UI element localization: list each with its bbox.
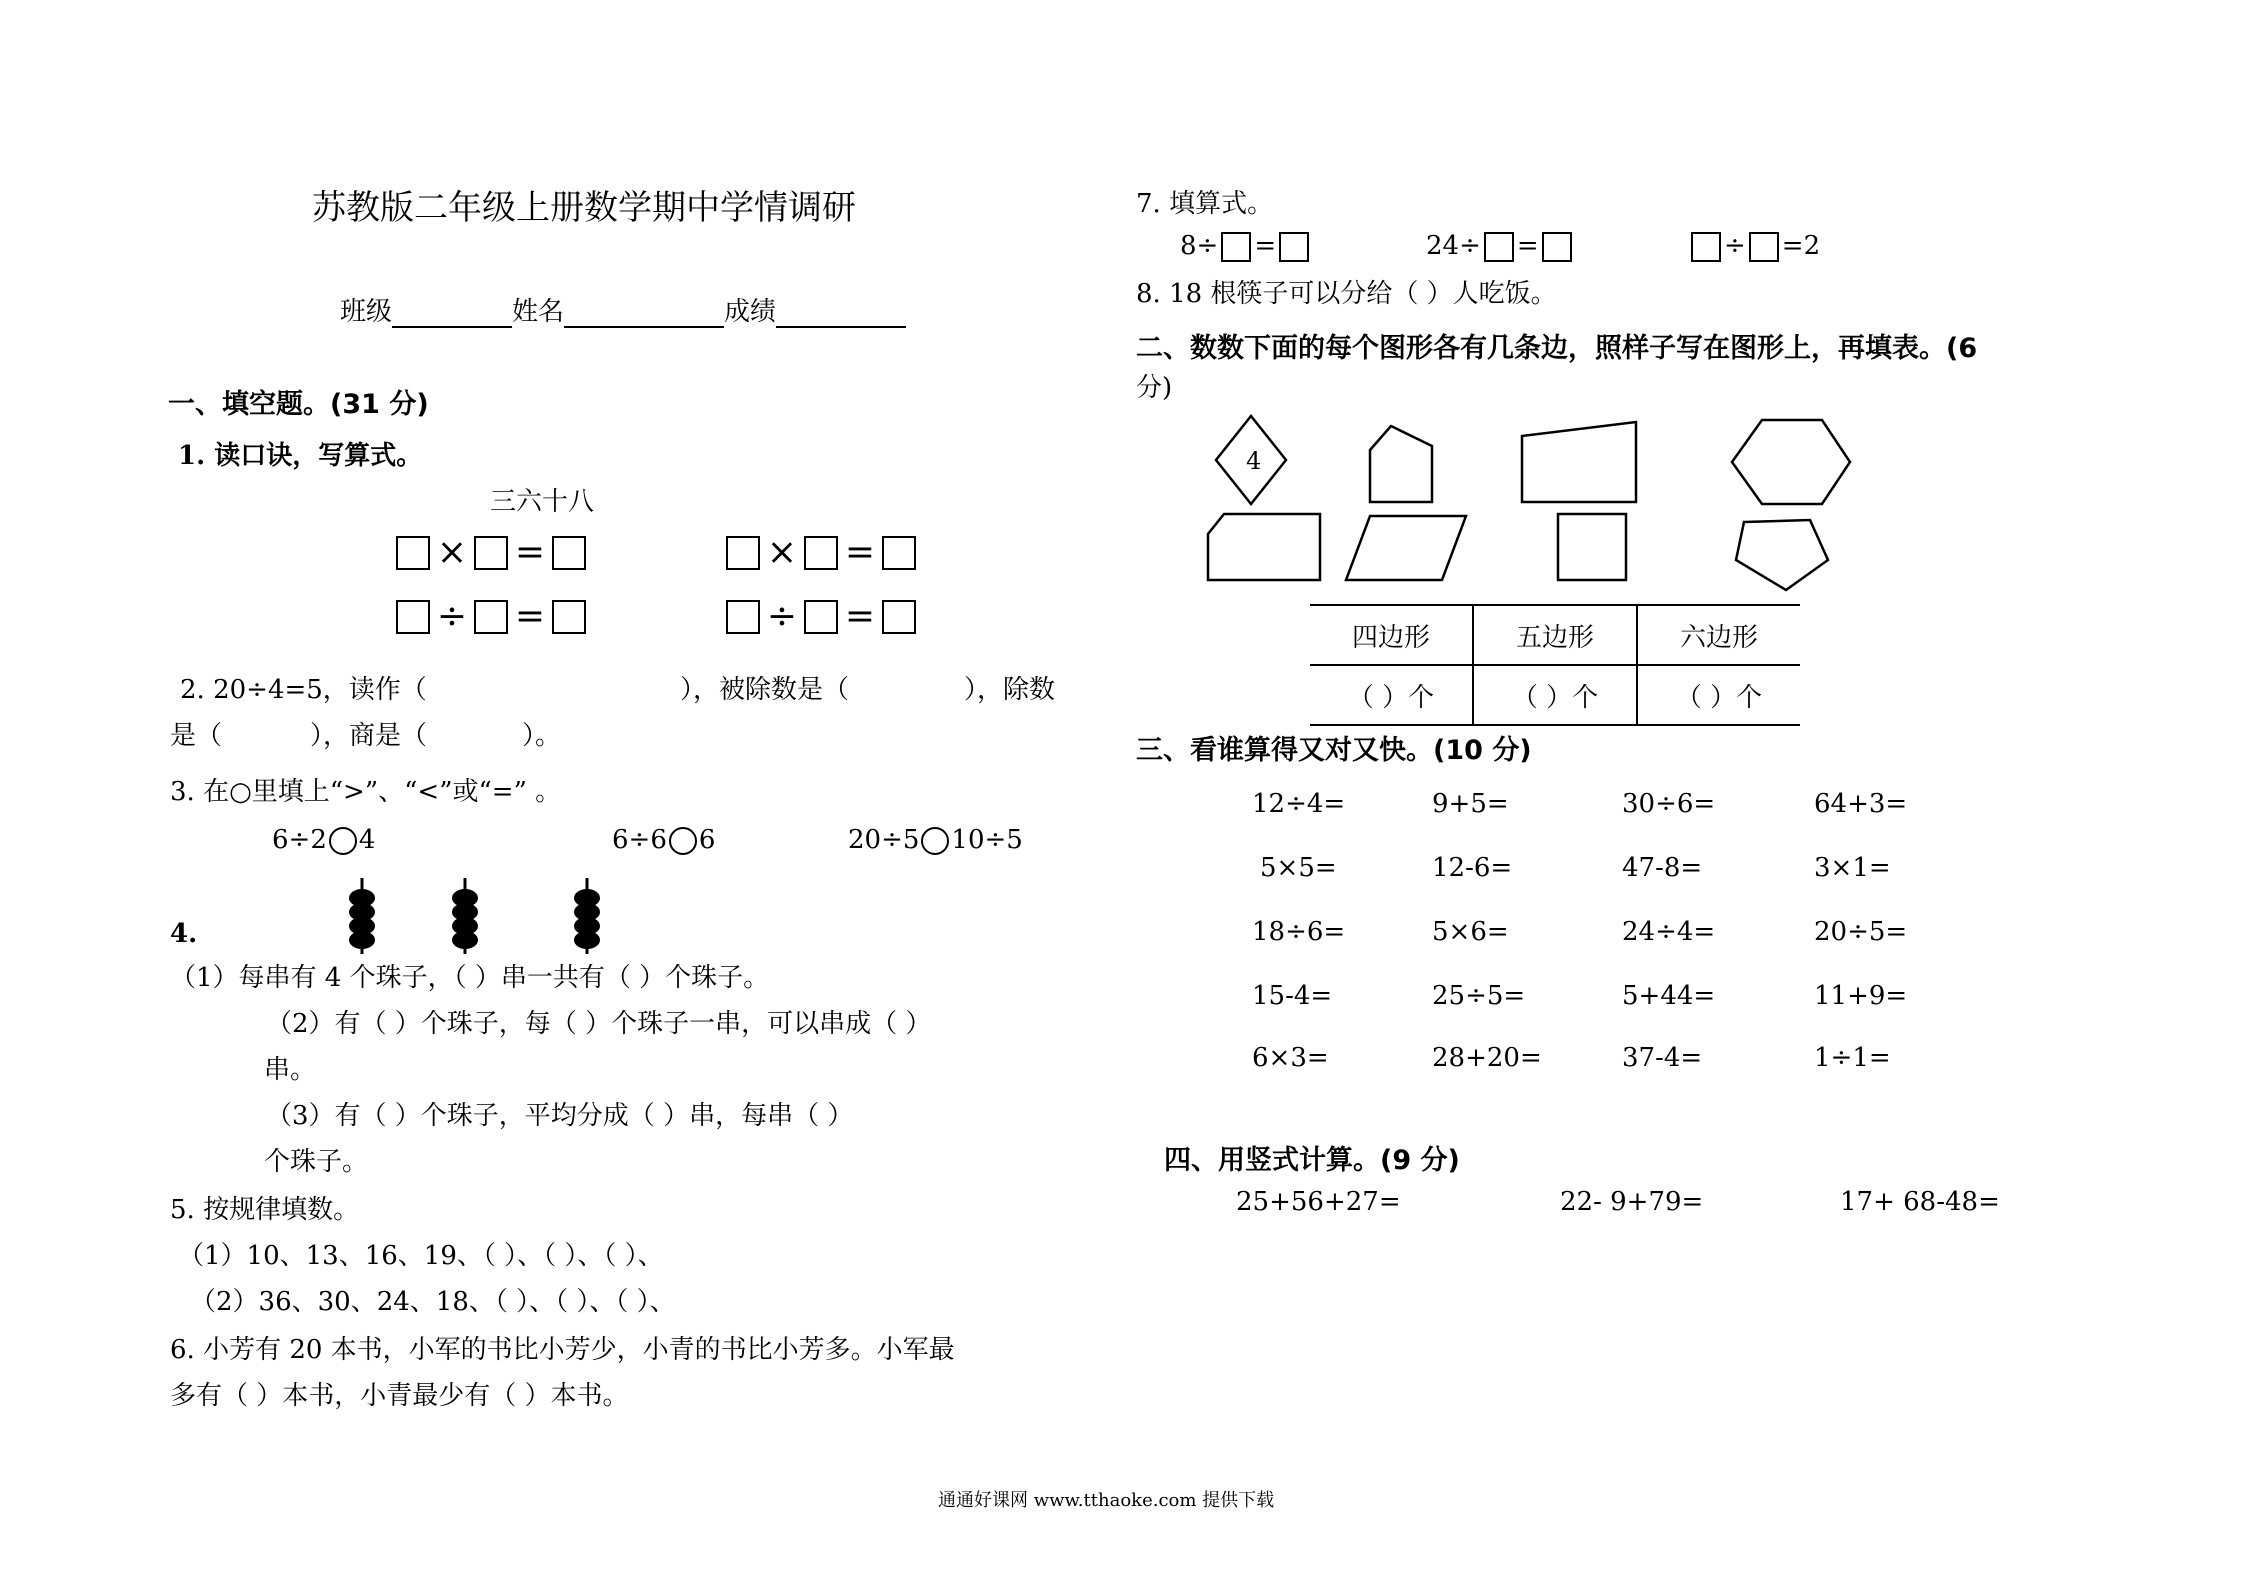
q2-part-1: 2. 20÷4=5，读作（ <box>180 675 427 705</box>
section1-header: 一、填空题。(31 分) <box>168 389 429 420</box>
name-label: 姓名 <box>512 297 565 327</box>
q5-seq1: （1）10、13、16、19、（ ）、（ ）、（ ）、 <box>178 1241 664 1271</box>
calc-problem: 28+20= <box>1432 1043 1542 1073</box>
pentagon-shape[interactable] <box>1736 520 1828 590</box>
score-label: 成绩 <box>724 297 777 327</box>
q1-div-row-1 <box>396 596 586 637</box>
page-title: 苏教版二年级上册数学期中学情调研 <box>312 188 856 228</box>
q3-label: 3. 在○里填上“>”、“<”或“=” 。 <box>170 777 562 807</box>
answer-box[interactable] <box>1279 232 1309 262</box>
example-number: 4 <box>1246 447 1262 475</box>
calc-problem: 18÷6= <box>1252 917 1346 947</box>
student-info-line <box>340 296 906 328</box>
q2-part-4: 是（ <box>170 721 223 751</box>
parallelogram-shape[interactable] <box>1346 516 1466 580</box>
q2-part-3: ），除数 <box>964 675 1056 705</box>
q1-rhyme: 三六十八 <box>490 487 595 517</box>
calc-problem: 37-4= <box>1622 1043 1703 1073</box>
hexagon-shape[interactable] <box>1732 420 1850 504</box>
times-sign: × <box>766 532 798 573</box>
table-cell[interactable]: （ ）个 <box>1637 665 1800 725</box>
answer-box[interactable] <box>1691 232 1721 262</box>
table-header: 四边形 <box>1351 622 1430 653</box>
equals-sign: = <box>844 596 876 637</box>
q3-expr-2: 6÷6 6 <box>612 825 716 855</box>
answer-box[interactable] <box>474 536 508 570</box>
polygon-figures <box>1196 410 1866 600</box>
calc-problem: 64+3= <box>1814 789 1908 819</box>
calc-problem: 12-6= <box>1432 853 1513 883</box>
q1-label: 1. 读口诀，写算式。 <box>178 441 423 471</box>
answer-box[interactable] <box>882 600 916 634</box>
q8-text: 8. 18 根筷子可以分给（ ）人吃饭。 <box>1136 279 1557 309</box>
calc-problem: 24÷4= <box>1622 917 1716 947</box>
q2-part-6: ）。 <box>522 721 562 751</box>
calc-problem: 5×5= <box>1260 853 1337 883</box>
vertical-calc-problem: 25+56+27= <box>1236 1187 1401 1217</box>
q3-expr-3: 20÷5 10÷5 <box>848 825 1023 855</box>
answer-box[interactable] <box>396 536 430 570</box>
q7-expr-3: ÷ =2 <box>1688 230 1820 262</box>
q1-div-row-2 <box>726 596 916 637</box>
q4-sub1: （1）每串有 4 个珠子，（ ）串一共有（ ）个珠子。 <box>170 963 770 993</box>
equals-sign: = <box>844 532 876 573</box>
class-blank[interactable] <box>392 300 512 328</box>
compare-circle[interactable] <box>329 827 357 855</box>
class-label: 班级 <box>340 297 393 327</box>
section2-header-line2: 分) <box>1136 373 1173 403</box>
equals-sign: = <box>514 532 546 573</box>
q7-expr-2: 24÷ = <box>1426 230 1575 262</box>
compare-circle[interactable] <box>669 827 697 855</box>
equals-sign: = <box>514 596 546 637</box>
section4-header: 四、用竖式计算。(9 分) <box>1164 1145 1460 1176</box>
pentagon-tilted-shape[interactable] <box>1208 514 1320 580</box>
calc-problem: 12÷4= <box>1252 789 1346 819</box>
bead-strings-icon <box>340 876 620 956</box>
pentagon-house-shape[interactable] <box>1370 426 1432 502</box>
calc-problem: 5+44= <box>1622 981 1716 1011</box>
q7-label: 7. 填算式。 <box>1136 189 1274 219</box>
footer-text: 通通好课网 www.tthaoke.com 提供下载 <box>938 1490 1275 1511</box>
vertical-calc-problem: 22- 9+79= <box>1560 1187 1704 1217</box>
square-shape[interactable] <box>1558 514 1626 580</box>
answer-box[interactable] <box>474 600 508 634</box>
calc-problem: 11+9= <box>1814 981 1908 1011</box>
calc-problem: 1÷1= <box>1814 1043 1891 1073</box>
divide-sign: ÷ <box>766 596 798 637</box>
answer-box[interactable] <box>552 600 586 634</box>
q5-label: 5. 按规律填数。 <box>170 1195 360 1225</box>
table-cell[interactable]: （ ）个 <box>1473 665 1637 725</box>
times-sign: × <box>436 532 468 573</box>
calc-problem: 20÷5= <box>1814 917 1908 947</box>
trapezoid-shape[interactable] <box>1522 422 1636 502</box>
calc-problem: 15-4= <box>1252 981 1333 1011</box>
q5-seq2: （2）36、30、24、18、（ ）、（ ）、（ ）、 <box>190 1287 676 1317</box>
q2-part-5: ），商是（ <box>310 721 428 751</box>
score-blank[interactable] <box>776 300 906 328</box>
bead-string-icon <box>452 878 478 954</box>
q6-line2: 多有（ ）本书，小青最少有（ ）本书。 <box>170 1381 629 1411</box>
calc-problem: 5×6= <box>1432 917 1509 947</box>
q4-sub3: （3）有（ ）个珠子，平均分成（ ）串，每串（ ） <box>266 1101 854 1131</box>
q1-mult-row-2 <box>726 532 916 573</box>
calc-problem: 6×3= <box>1252 1043 1329 1073</box>
divide-sign: ÷ <box>436 596 468 637</box>
q4-sub2-cont: 串。 <box>264 1055 317 1085</box>
calc-problem: 25÷5= <box>1432 981 1526 1011</box>
answer-box[interactable] <box>552 536 586 570</box>
q6-line1: 6. 小芳有 20 本书，小军的书比小芳少，小青的书比小芳多。小军最 <box>170 1335 955 1365</box>
answer-box[interactable] <box>804 600 838 634</box>
q1-mult-row-1 <box>396 532 586 573</box>
q4-label: 4. <box>170 919 198 949</box>
answer-box[interactable] <box>1484 232 1514 262</box>
polygon-count-table <box>1310 604 1800 726</box>
answer-box[interactable] <box>1542 232 1572 262</box>
q2-part-2: ），被除数是（ <box>680 675 850 705</box>
q4-sub2: （2）有（ ）个珠子，每（ ）个珠子一串，可以串成（ ） <box>266 1009 932 1039</box>
section2-header-line1: 二、数数下面的每个图形各有几条边，照样子写在图形上，再填表。(6 <box>1136 333 1978 364</box>
q3-expr-1: 6÷2 4 <box>272 825 376 855</box>
q4-sub3-cont: 个珠子。 <box>264 1147 369 1177</box>
compare-circle[interactable] <box>921 827 949 855</box>
calc-problem: 9+5= <box>1432 789 1509 819</box>
answer-box[interactable] <box>726 600 760 634</box>
bead-string-icon <box>574 878 600 954</box>
q7-expr-1: 8÷ = <box>1180 230 1312 262</box>
name-blank[interactable] <box>564 300 724 328</box>
table-cell[interactable]: （ ）个 <box>1347 682 1435 713</box>
answer-box[interactable] <box>804 536 838 570</box>
vertical-calc-problem: 17+ 68-48= <box>1840 1187 2000 1217</box>
calc-problem: 3×1= <box>1814 853 1891 883</box>
bead-string-icon <box>349 878 375 954</box>
section3-header: 三、看谁算得又对又快。(10 分) <box>1136 735 1532 766</box>
table-header: 六边形 <box>1637 605 1800 665</box>
answer-box[interactable] <box>726 536 760 570</box>
answer-box[interactable] <box>882 536 916 570</box>
answer-box[interactable] <box>1749 232 1779 262</box>
calc-problem: 47-8= <box>1622 853 1703 883</box>
diamond-shape[interactable] <box>1216 416 1286 504</box>
calc-problem: 30÷6= <box>1622 789 1716 819</box>
table-header: 五边形 <box>1473 605 1637 665</box>
answer-box[interactable] <box>396 600 430 634</box>
answer-box[interactable] <box>1221 232 1251 262</box>
